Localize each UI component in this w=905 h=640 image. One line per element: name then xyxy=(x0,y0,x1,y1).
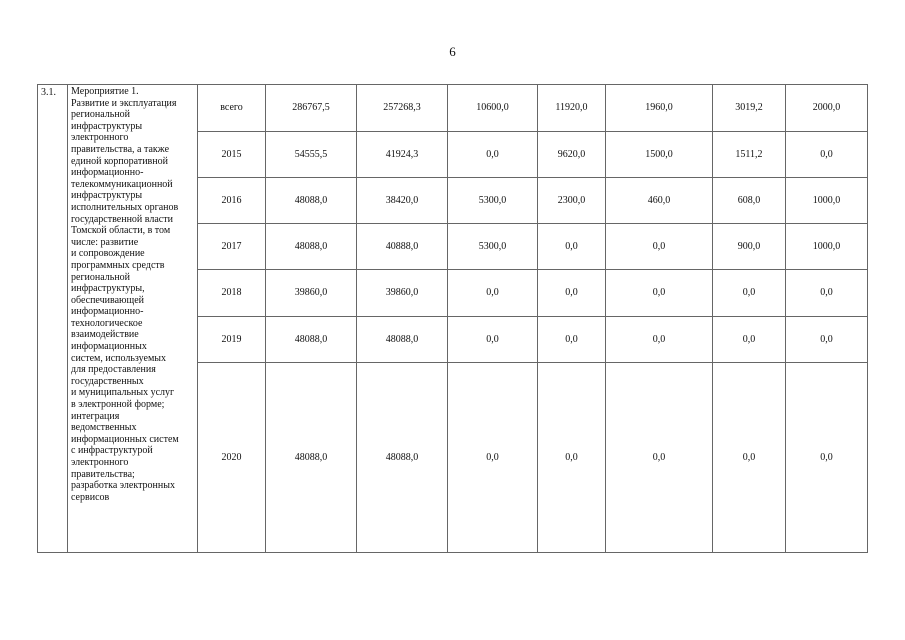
value-cell: 286767,5 xyxy=(266,85,357,132)
value-cell: 41924,3 xyxy=(357,132,448,178)
description-line: государственных xyxy=(71,375,144,387)
value-cell: 257268,3 xyxy=(357,85,448,132)
value-cell: 0,0 xyxy=(538,270,606,317)
value-cell: 0,0 xyxy=(786,132,868,178)
period-cell: всего xyxy=(198,85,266,132)
value-cell: 11920,0 xyxy=(538,85,606,132)
item-description xyxy=(68,85,198,553)
value-cell: 0,0 xyxy=(448,363,538,553)
description-line: Развитие и эксплуатация xyxy=(71,97,177,109)
value-cell: 0,0 xyxy=(606,363,713,553)
value-cell: 48088,0 xyxy=(266,317,357,363)
value-cell: 1960,0 xyxy=(606,85,713,132)
description-line: интеграция xyxy=(71,410,120,422)
value-cell: 5300,0 xyxy=(448,224,538,270)
value-cell: 0,0 xyxy=(538,224,606,270)
financing-table xyxy=(37,84,868,553)
period-cell: 2018 xyxy=(198,270,266,317)
value-cell: 48088,0 xyxy=(266,224,357,270)
description-line: числе: развитие xyxy=(71,236,139,248)
description-line: телекоммуникационной xyxy=(71,178,173,190)
value-cell: 48088,0 xyxy=(266,363,357,553)
value-cell: 0,0 xyxy=(713,317,786,363)
description-line: программных средств xyxy=(71,259,165,271)
value-cell: 0,0 xyxy=(786,270,868,317)
value-cell: 0,0 xyxy=(538,363,606,553)
description-line: Томской области, в том xyxy=(71,225,171,237)
value-cell: 38420,0 xyxy=(357,178,448,224)
value-cell: 48088,0 xyxy=(357,363,448,553)
description-line: исполнительных органов xyxy=(71,201,179,213)
period-cell: 2017 xyxy=(198,224,266,270)
value-cell: 54555,5 xyxy=(266,132,357,178)
value-cell: 0,0 xyxy=(606,270,713,317)
value-cell: 0,0 xyxy=(448,270,538,317)
description-line: и муниципальных услуг xyxy=(71,387,175,399)
description-line: региональной xyxy=(71,109,131,121)
description-line: сервисов xyxy=(71,491,110,503)
value-cell: 0,0 xyxy=(448,132,538,178)
description-line: для предоставления xyxy=(71,364,156,376)
value-cell: 48088,0 xyxy=(357,317,448,363)
description-line: в электронной форме; xyxy=(71,399,165,411)
value-cell: 1500,0 xyxy=(606,132,713,178)
description-line: инфраструктуры, xyxy=(71,283,145,295)
page-number: 6 xyxy=(449,44,456,59)
period-cell: 2019 xyxy=(198,317,266,363)
table-row-total xyxy=(38,85,868,132)
item-number: 3.1. xyxy=(38,85,68,553)
value-cell: 0,0 xyxy=(713,363,786,553)
value-cell: 2300,0 xyxy=(538,178,606,224)
period-cell: 2020 xyxy=(198,363,266,553)
value-cell: 608,0 xyxy=(713,178,786,224)
description-line: инфраструктуры xyxy=(71,120,143,132)
value-cell: 900,0 xyxy=(713,224,786,270)
description-line: информационных систем xyxy=(71,433,179,445)
description-line: инфраструктуры xyxy=(71,190,143,202)
description-line: правительства; xyxy=(71,468,135,480)
description-line: региональной xyxy=(71,271,131,283)
description-line: ведомственных xyxy=(71,422,137,434)
value-cell: 0,0 xyxy=(713,270,786,317)
value-cell: 1000,0 xyxy=(786,224,868,270)
value-cell: 460,0 xyxy=(606,178,713,224)
value-cell: 0,0 xyxy=(448,317,538,363)
value-cell: 9620,0 xyxy=(538,132,606,178)
description-line: информационных xyxy=(71,341,147,353)
value-cell: 40888,0 xyxy=(357,224,448,270)
description-line: информационно- xyxy=(71,167,144,179)
description-line: единой корпоративной xyxy=(71,155,168,167)
value-cell: 5300,0 xyxy=(448,178,538,224)
description-line: государственной власти xyxy=(71,213,173,225)
value-cell: 0,0 xyxy=(786,317,868,363)
description-line: правительства, а также xyxy=(71,143,170,155)
description-line: систем, используемых xyxy=(71,352,167,364)
value-cell: 2000,0 xyxy=(786,85,868,132)
value-cell: 0,0 xyxy=(538,317,606,363)
description-line: разработка электронных xyxy=(71,480,175,492)
description-line: обеспечивающей xyxy=(71,294,144,306)
description-line: электронного xyxy=(71,132,129,144)
description-line: Мероприятие 1. xyxy=(71,86,139,97)
value-cell: 0,0 xyxy=(606,224,713,270)
description-line: электронного xyxy=(71,457,129,468)
value-cell: 1511,2 xyxy=(713,132,786,178)
description-line: с инфраструктурой xyxy=(71,445,153,457)
value-cell: 10600,0 xyxy=(448,85,538,132)
description-line: взаимодействие xyxy=(71,329,139,341)
description-line: технологическое xyxy=(71,317,143,329)
description-line: и сопровождение xyxy=(71,248,145,260)
value-cell: 0,0 xyxy=(786,363,868,553)
value-cell: 3019,2 xyxy=(713,85,786,132)
value-cell: 1000,0 xyxy=(786,178,868,224)
value-cell: 48088,0 xyxy=(266,178,357,224)
value-cell: 39860,0 xyxy=(266,270,357,317)
value-cell: 39860,0 xyxy=(357,270,448,317)
period-cell: 2015 xyxy=(198,132,266,178)
period-cell: 2016 xyxy=(198,178,266,224)
value-cell: 0,0 xyxy=(606,317,713,363)
description-line: информационно- xyxy=(71,306,144,318)
